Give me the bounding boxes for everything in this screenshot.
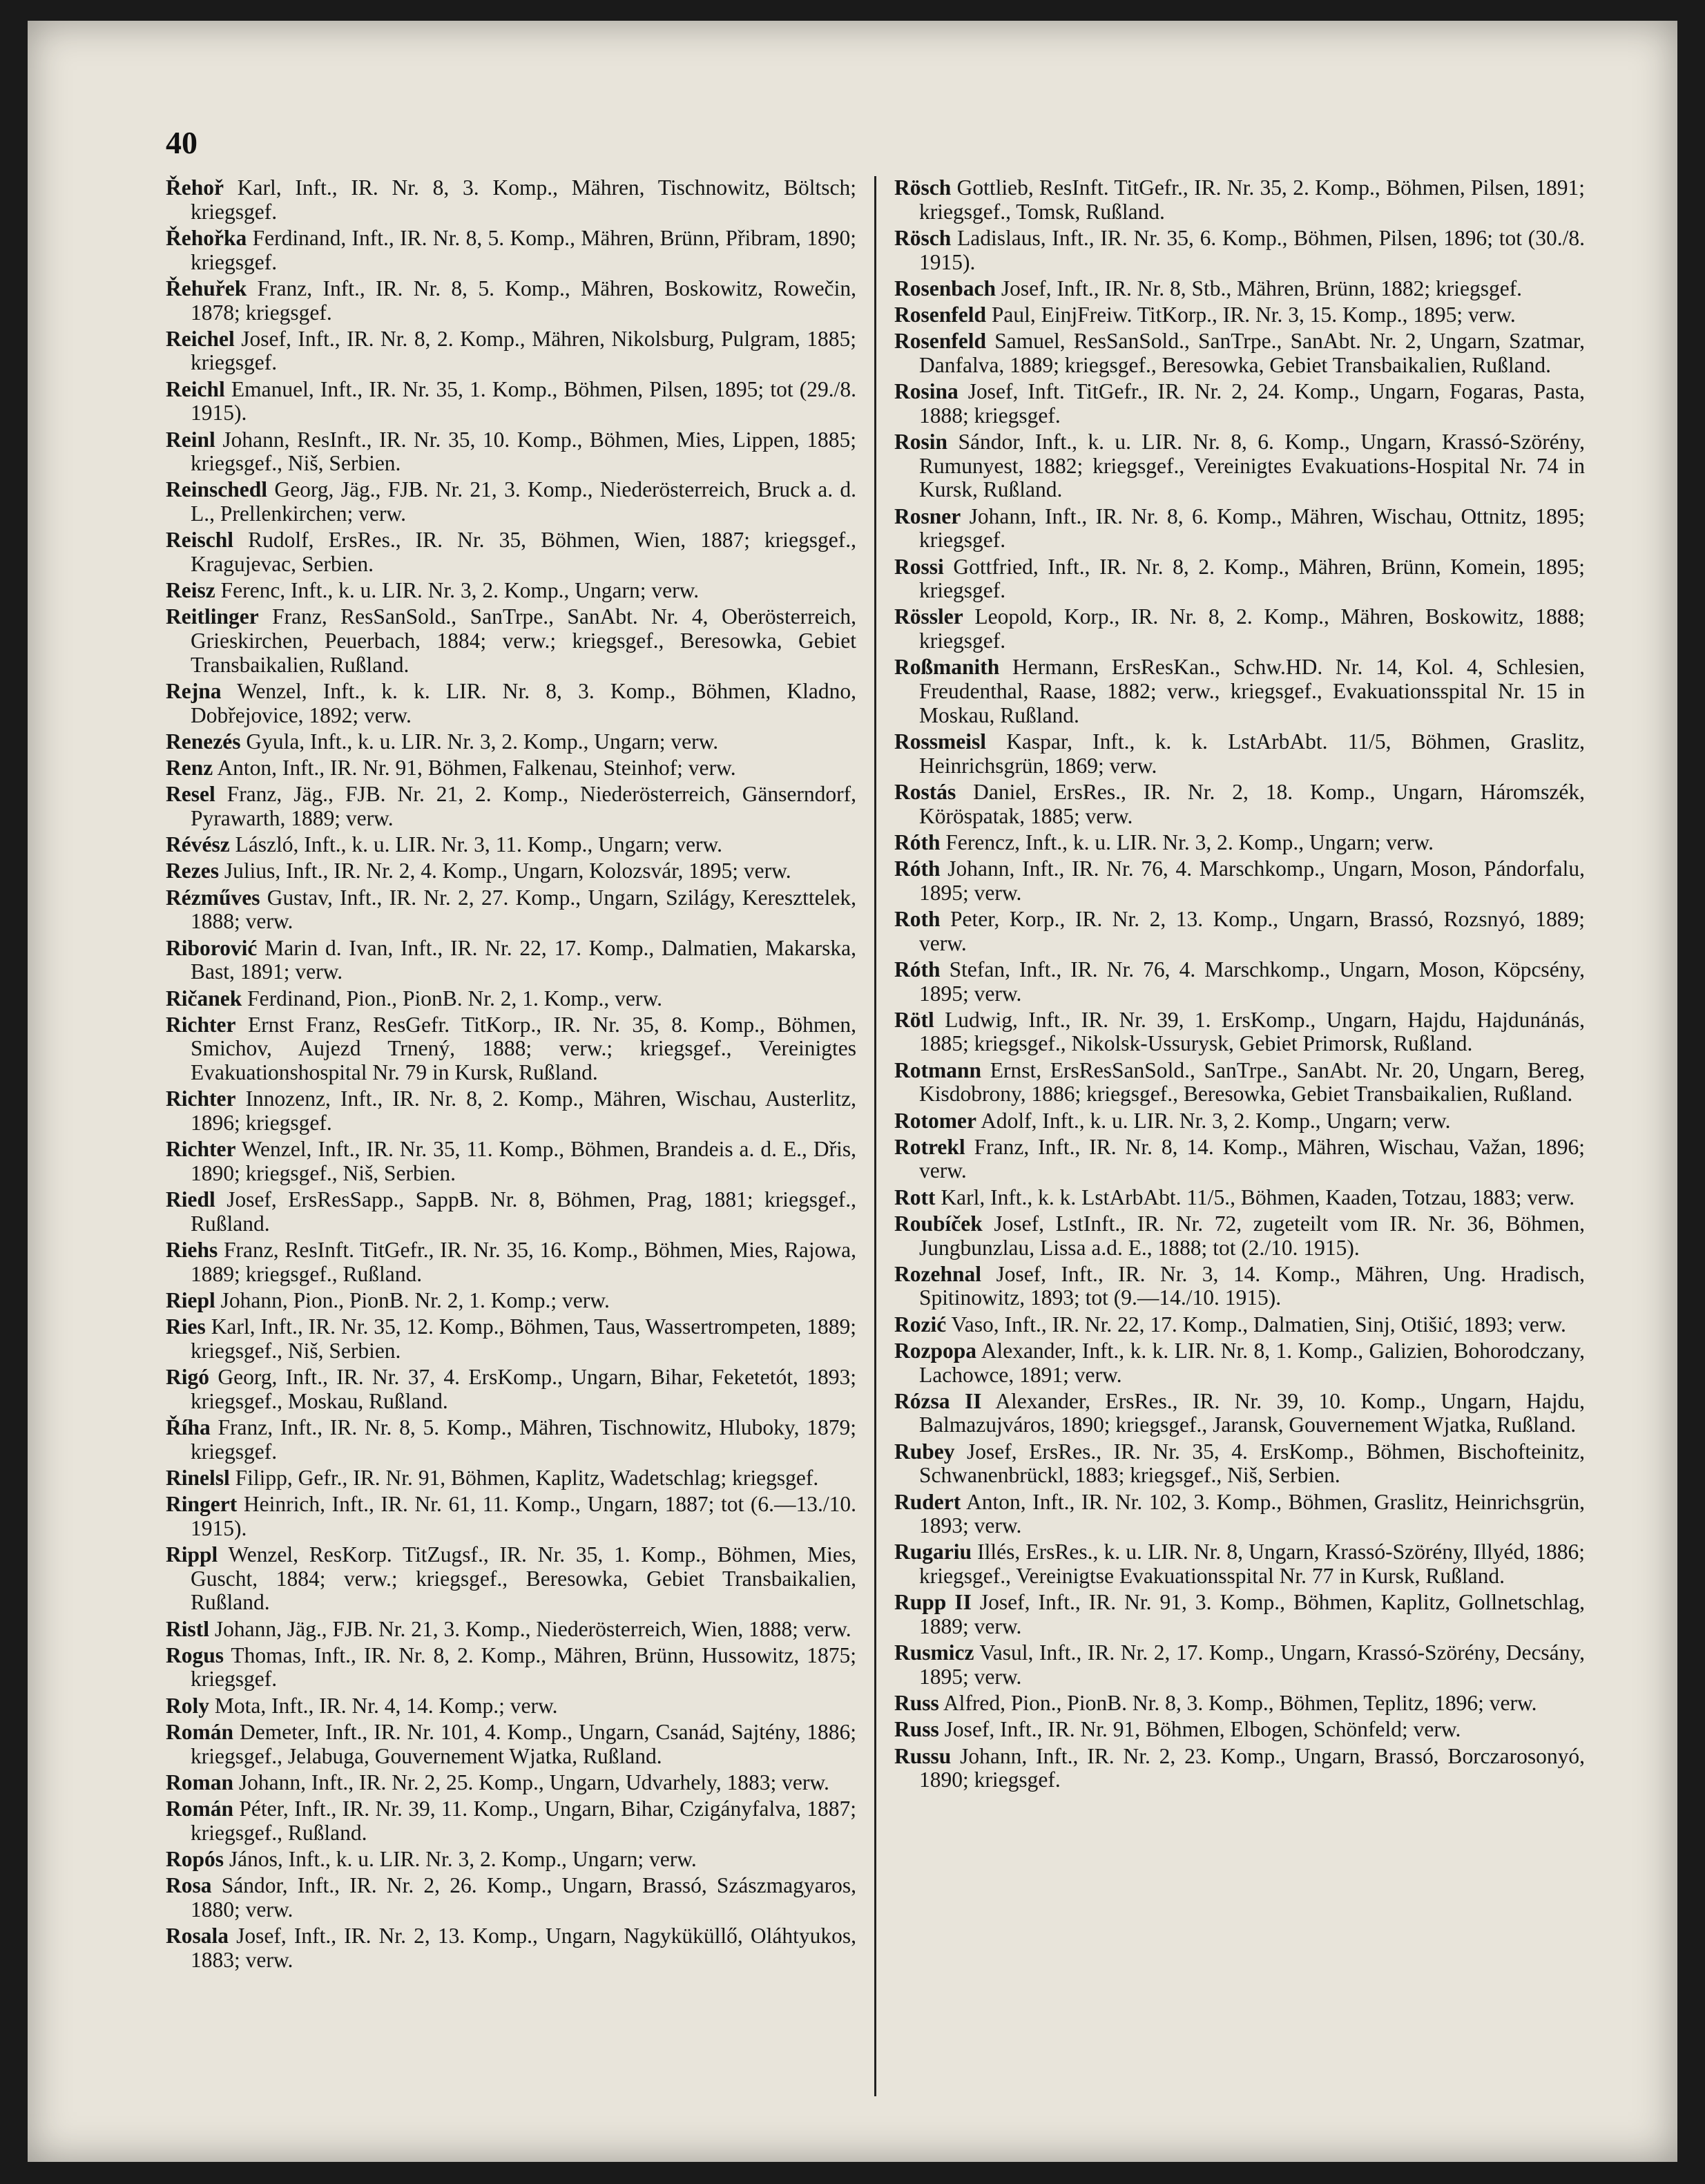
document-page bbox=[28, 21, 1677, 2162]
list-entry bbox=[166, 579, 856, 603]
entry-surname: Russu bbox=[894, 1743, 952, 1768]
list-entry bbox=[166, 327, 856, 375]
entry-surname: Rosenfeld bbox=[894, 329, 986, 354]
entry-details: Illés, ErsRes., k. u. LIR. Nr. 8, Ungarn, Krassó-Szörény, Illyéd, 1886; kriegsgef., Vereinigtse Evakuationsspital Nr. 77 in Kursk, Rußland. bbox=[919, 1540, 1585, 1589]
entry-details: Ernst, ErsResSanSold., SanTrpe., SanAbt. Nr. 20, Ungarn, Bereg, Kisdobrony, 1886; kriegsgef., Beresowka, Gebiet Transbaikalien, Rußland. bbox=[919, 1057, 1585, 1107]
list-entry bbox=[894, 730, 1585, 778]
list-entry bbox=[166, 1797, 856, 1845]
list-entry bbox=[166, 528, 856, 576]
list-entry bbox=[894, 857, 1585, 905]
entry-details: Peter, Korp., IR. Nr. 2, 13. Komp., Ungarn, Brassó, Rozsnyó, 1889; verw. bbox=[919, 906, 1586, 955]
list-entry bbox=[166, 987, 856, 1011]
entry-surname: Roßmanith bbox=[894, 655, 1000, 680]
entry-surname: Reischl bbox=[166, 528, 233, 553]
list-entry bbox=[166, 1543, 856, 1615]
entry-surname: Renz bbox=[166, 756, 213, 780]
list-entry bbox=[894, 1313, 1585, 1337]
entry-surname: Richter bbox=[166, 1137, 236, 1162]
list-entry bbox=[166, 1138, 856, 1185]
entry-details: Alfred, Pion., PionB. Nr. 8, 3. Komp., Böhmen, Teplitz, 1896; verw. bbox=[943, 1691, 1537, 1716]
list-entry bbox=[894, 1692, 1585, 1716]
entry-surname: Ropós bbox=[166, 1846, 224, 1871]
entry-surname: Rösch bbox=[894, 175, 952, 200]
entry-details: Johann, Inft., IR. Nr. 2, 23. Komp., Ungarn, Brassó, Borczarosonyó, 1890; kriegsgef. bbox=[919, 1743, 1585, 1792]
entry-details: Samuel, ResSanSold., SanTrpe., SanAbt. Nr. 2, Ungarn, Szatmar, Danfalva, 1889; kriegsgef., Beresowka, Gebiet Transbaikalien, Rußland. bbox=[919, 329, 1585, 377]
list-entry bbox=[166, 1315, 856, 1363]
list-entry bbox=[166, 1289, 856, 1313]
list-entry bbox=[894, 1540, 1585, 1588]
list-entry bbox=[894, 1641, 1585, 1689]
entry-surname: Ričanek bbox=[166, 986, 242, 1010]
entry-surname: Říha bbox=[166, 1415, 211, 1439]
list-entry bbox=[166, 1848, 856, 1872]
entry-details: Filipp, Gefr., IR. Nr. 91, Böhmen, Kaplitz, Wadetschlag; kriegsgef. bbox=[235, 1465, 819, 1490]
entry-surname: Rossi bbox=[894, 554, 944, 579]
list-entry bbox=[166, 756, 856, 780]
entry-details: Johann, ResInft., IR. Nr. 35, 10. Komp., Böhmen, Mies, Lippen, 1885; kriegsgef., Niš, Serbien. bbox=[191, 427, 856, 476]
entry-details: Sándor, Inft., k. u. LIR. Nr. 8, 6. Komp., Ungarn, Krassó-Szörény, Rumunyest, 1882; kriegsgef., Vereinigtes Evakuations-Hospital Nr. 74 in Kursk, Rußland. bbox=[919, 430, 1586, 502]
entry-surname: Ristl bbox=[166, 1616, 209, 1641]
entry-details: Ferdinand, Inft., IR. Nr. 8, 5. Komp., Mähren, Brünn, Přibram, 1890; kriegsgef. bbox=[191, 225, 857, 274]
list-entry bbox=[166, 1874, 856, 1922]
entry-details: Wenzel, Inft., IR. Nr. 35, 11. Komp., Böhmen, Brandeis a. d. E., Dřis, 1890; kriegsgef., Niš, Serbien. bbox=[191, 1137, 857, 1185]
list-entry bbox=[166, 1366, 856, 1413]
list-entry bbox=[166, 1238, 856, 1286]
entry-details: Emanuel, Inft., IR. Nr. 35, 1. Komp., Böhmen, Pilsen, 1895; tot (29./8. 1915). bbox=[191, 376, 856, 425]
entry-surname: Renezés bbox=[166, 729, 241, 754]
entry-surname: Řehořka bbox=[166, 225, 247, 250]
entry-details: Kaspar, Inft., k. k. LstArbAbt. 11/5, Böhmen, Graslitz, Heinrichsgrün, 1869; verw. bbox=[919, 729, 1586, 778]
list-entry bbox=[166, 428, 856, 476]
entry-surname: Richter bbox=[166, 1086, 236, 1111]
entry-details: Vasul, Inft., IR. Nr. 2, 17. Komp., Ungarn, Krassó-Szörény, Decsány, 1895; verw. bbox=[919, 1640, 1585, 1689]
list-entry bbox=[894, 655, 1585, 727]
entry-surname: Rotmann bbox=[894, 1057, 982, 1082]
list-entry bbox=[894, 1591, 1585, 1638]
entry-details: Adolf, Inft., k. u. LIR. Nr. 3, 2. Komp., Ungarn; verw. bbox=[981, 1108, 1451, 1133]
list-entry bbox=[894, 555, 1585, 603]
list-entry bbox=[166, 605, 856, 677]
entry-details: Gustav, Inft., IR. Nr. 2, 27. Komp., Ungarn, Szilágy, Kereszttelek, 1888; verw. bbox=[191, 885, 857, 934]
entry-details: Hermann, ErsResKan., Schw.HD. Nr. 14, Kol. 4, Schlesien, Freudenthal, Raase, 1882; verw., kriegsgef., Evakuationsspital Nr. 15 in Moskau, Rußland. bbox=[919, 655, 1585, 727]
entry-surname: Rosenbach bbox=[894, 276, 996, 300]
list-entry bbox=[166, 1493, 856, 1540]
list-entry bbox=[166, 1618, 856, 1642]
list-entry bbox=[894, 1491, 1585, 1538]
list-entry bbox=[166, 1466, 856, 1491]
entry-details: Franz, ResInft. TitGefr., IR. Nr. 35, 16. Komp., Böhmen, Mies, Rajowa, 1889; kriegsgef., Rußland. bbox=[191, 1238, 856, 1286]
entry-details: Ferenc, Inft., k. u. LIR. Nr. 3, 2. Komp., Ungarn; verw. bbox=[220, 578, 700, 603]
entry-details: Franz, Inft., IR. Nr. 8, 5. Komp., Mähren, Boskowitz, Rowečin, 1878; kriegsgef. bbox=[191, 276, 856, 325]
entry-details: Josef, Inft., IR. Nr. 2, 13. Komp., Ungarn, Nagyküküllő, Oláhtyukos, 1883; verw. bbox=[191, 1924, 856, 1972]
entry-details: Georg, Jäg., FJB. Nr. 21, 3. Komp., Niederösterreich, Bruck a. d. L., Prellenkirchen; verw. bbox=[191, 477, 857, 526]
list-entry bbox=[166, 378, 856, 425]
entry-surname: Řehoř bbox=[166, 175, 224, 200]
entry-surname: Révész bbox=[166, 832, 230, 857]
entry-surname: Rösch bbox=[894, 225, 952, 250]
entry-details: Anton, Inft., IR. Nr. 102, 3. Komp., Böhmen, Graslitz, Heinrichsgrün, 1893; verw. bbox=[919, 1489, 1585, 1538]
entry-surname: Ries bbox=[166, 1314, 206, 1339]
list-entry bbox=[894, 1186, 1585, 1210]
list-entry bbox=[894, 831, 1585, 855]
entry-details: Anton, Inft., IR. Nr. 91, Böhmen, Falkenau, Steinhof; verw. bbox=[217, 756, 736, 780]
entry-details: Josef, ErsRes., IR. Nr. 35, 4. ErsKomp., Böhmen, Bischofteinitz, Schwanenbrückl, 1883; kriegsgef., Niš, Serbien. bbox=[919, 1439, 1586, 1488]
entry-surname: Russ bbox=[894, 1691, 939, 1716]
entry-surname: Róth bbox=[894, 957, 941, 981]
entry-details: Franz, ResSanSold., SanTrpe., SanAbt. Nr. 4, Oberösterreich, Grieskirchen, Peuerbach, 1884; verw.; kriegsgef., Beresowka, Gebiet Transbaikalien, Rußland. bbox=[191, 604, 856, 677]
entry-surname: Riehs bbox=[166, 1238, 218, 1263]
entry-details: Gottfried, Inft., IR. Nr. 8, 2. Komp., Mähren, Brünn, Komein, 1895; kriegsgef. bbox=[919, 554, 1586, 603]
entry-details: Franz, Inft., IR. Nr. 8, 5. Komp., Mähren, Tischnowitz, Hluboky, 1879; kriegsgef. bbox=[191, 1415, 856, 1464]
list-entry bbox=[894, 958, 1585, 1006]
entry-surname: Roubíček bbox=[894, 1211, 983, 1236]
entry-surname: Rubey bbox=[894, 1439, 955, 1464]
entry-details: Ladislaus, Inft., IR. Nr. 35, 6. Komp., Böhmen, Pilsen, 1896; tot (30./8. 1915). bbox=[919, 225, 1585, 274]
entry-surname: Rozehnal bbox=[894, 1261, 981, 1286]
list-entry bbox=[166, 478, 856, 526]
entry-surname: Riedl bbox=[166, 1187, 215, 1212]
entry-surname: Rotomer bbox=[894, 1108, 976, 1133]
entry-surname: Richter bbox=[166, 1012, 236, 1037]
entry-details: János, Inft., k. u. LIR. Nr. 3, 2. Komp., Ungarn; verw. bbox=[229, 1846, 697, 1871]
entry-surname: Riborović bbox=[166, 935, 258, 960]
entry-surname: Rostás bbox=[894, 779, 956, 804]
list-entry bbox=[894, 329, 1585, 377]
entry-surname: Róth bbox=[894, 830, 941, 854]
entry-surname: Rigó bbox=[166, 1365, 209, 1390]
entry-details: Josef, ErsResSapp., SappB. Nr. 8, Böhmen, Prag, 1881; kriegsgef., Rußland. bbox=[191, 1187, 856, 1236]
entry-surname: Rosa bbox=[166, 1873, 212, 1898]
entry-details: Vaso, Inft., IR. Nr. 22, 17. Komp., Dalmatien, Sinj, Otišić, 1893; verw. bbox=[951, 1312, 1566, 1337]
entry-surname: Reichel bbox=[166, 326, 235, 351]
entry-details: Mota, Inft., IR. Nr. 4, 14. Komp.; verw. bbox=[214, 1693, 558, 1718]
list-entry bbox=[166, 1188, 856, 1236]
list-entry bbox=[166, 1013, 856, 1085]
list-entry bbox=[894, 303, 1585, 327]
entry-surname: Ringert bbox=[166, 1492, 238, 1517]
list-entry bbox=[894, 780, 1585, 828]
list-entry bbox=[166, 1694, 856, 1718]
entry-surname: Rudert bbox=[894, 1489, 961, 1514]
entry-surname: Rott bbox=[894, 1185, 936, 1209]
entry-surname: Rosala bbox=[166, 1924, 229, 1948]
entry-surname: Rötl bbox=[894, 1007, 934, 1032]
entry-details: Wenzel, ResKorp. TitZugsf., IR. Nr. 35, 1. Komp., Böhmen, Mies, Guscht, 1884; verw.; kriegsgef., Beresowka, Gebiet Transbaikalien, Rußland. bbox=[191, 1542, 856, 1615]
entry-surname: Roth bbox=[894, 906, 941, 931]
entry-details: Sándor, Inft., IR. Nr. 2, 26. Komp., Ungarn, Brassó, Szászmagyaros, 1880; verw. bbox=[191, 1873, 856, 1922]
list-entry bbox=[894, 380, 1585, 428]
list-entry bbox=[166, 1087, 856, 1135]
list-entry bbox=[894, 1390, 1585, 1437]
entry-surname: Róth bbox=[894, 856, 941, 881]
entry-details: László, Inft., k. u. LIR. Nr. 3, 11. Komp., Ungarn; verw. bbox=[235, 832, 722, 857]
entry-surname: Russ bbox=[894, 1717, 939, 1742]
entry-surname: Rippl bbox=[166, 1542, 218, 1567]
entry-surname: Román bbox=[166, 1797, 234, 1821]
list-entry bbox=[166, 783, 856, 830]
entry-details: Paul, EinjFreiw. TitKorp., IR. Nr. 3, 15. Komp., 1895; verw. bbox=[991, 303, 1516, 327]
list-entry bbox=[894, 430, 1585, 502]
list-entry bbox=[894, 1718, 1585, 1742]
list-entry bbox=[166, 1771, 856, 1795]
list-entry bbox=[894, 908, 1585, 955]
list-entry bbox=[166, 730, 856, 754]
entry-details: Georg, Inft., IR. Nr. 37, 4. ErsKomp., Ungarn, Bihar, Feketetót, 1893; kriegsgef., Moskau, Rußland. bbox=[191, 1365, 857, 1413]
entry-details: Gyula, Inft., k. u. LIR. Nr. 3, 2. Komp., Ungarn; verw. bbox=[246, 729, 719, 754]
entry-surname: Reisz bbox=[166, 578, 215, 603]
list-entry bbox=[894, 1440, 1585, 1488]
list-entry bbox=[166, 1644, 856, 1692]
entry-details: Johann, Jäg., FJB. Nr. 21, 3. Komp., Niederösterreich, Wien, 1888; verw. bbox=[214, 1616, 851, 1641]
entry-surname: Rinelsl bbox=[166, 1465, 230, 1490]
entry-details: Gottlieb, ResInft. TitGefr., IR. Nr. 35, 2. Komp., Böhmen, Pilsen, 1891; kriegsgef., Tomsk, Rußland. bbox=[919, 175, 1586, 224]
entry-surname: Rossmeisl bbox=[894, 729, 986, 754]
entry-surname: Rozić bbox=[894, 1312, 947, 1337]
entry-surname: Rotrekl bbox=[894, 1134, 965, 1159]
entry-surname: Rugariu bbox=[894, 1540, 972, 1564]
entry-surname: Román bbox=[166, 1719, 234, 1744]
list-entry bbox=[894, 1109, 1585, 1133]
entry-details: Julius, Inft., IR. Nr. 2, 4. Komp., Ungarn, Kolozsvár, 1895; verw. bbox=[224, 859, 791, 883]
entry-surname: Rejna bbox=[166, 679, 222, 704]
list-entry bbox=[894, 227, 1585, 274]
entry-details: Rudolf, ErsRes., IR. Nr. 35, Böhmen, Wien, 1887; kriegsgef., Kragujevac, Serbien. bbox=[191, 528, 857, 577]
list-entry bbox=[894, 1339, 1585, 1387]
list-entry bbox=[894, 277, 1585, 301]
column-divider bbox=[874, 176, 876, 2096]
entry-surname: Rózsa II bbox=[894, 1388, 982, 1413]
left-column bbox=[166, 176, 856, 1975]
entry-details: Josef, LstInft., IR. Nr. 72, zugeteilt vom IR. Nr. 36, Böhmen, Jungbunzlau, Lissa a.d. E., 1888; tot (2./10. 1915). bbox=[919, 1211, 1586, 1260]
list-entry bbox=[166, 1924, 856, 1972]
list-entry bbox=[166, 680, 856, 727]
page-number: 40 bbox=[166, 125, 198, 160]
list-entry bbox=[894, 1136, 1585, 1183]
entry-details: Josef, Inft., IR. Nr. 8, 2. Komp., Mähren, Nikolsburg, Pulgram, 1885; kriegsgef. bbox=[191, 326, 856, 375]
list-entry bbox=[166, 833, 856, 857]
entry-details: Johann, Inft., IR. Nr. 76, 4. Marschkomp., Ungarn, Moson, Pándorfalu, 1895; verw. bbox=[919, 856, 1586, 905]
list-entry bbox=[894, 1263, 1585, 1310]
list-entry bbox=[166, 859, 856, 883]
entry-details: Demeter, Inft., IR. Nr. 101, 4. Komp., Ungarn, Csanád, Sajtény, 1886; kriegsgef., Jelabuga, Gouvernement Wjatka, Rußland. bbox=[191, 1719, 857, 1768]
right-column bbox=[894, 176, 1585, 1795]
entry-details: Ferencz, Inft., k. u. LIR. Nr. 3, 2. Komp., Ungarn; verw. bbox=[945, 830, 1434, 854]
list-entry bbox=[166, 277, 856, 325]
entry-details: Ferdinand, Pion., PionB. Nr. 2, 1. Komp., verw. bbox=[247, 986, 662, 1010]
entry-details: Stefan, Inft., IR. Nr. 76, 4. Marschkomp., Ungarn, Moson, Köpcsény, 1895; verw. bbox=[919, 957, 1586, 1006]
entry-details: Josef, Inft., IR. Nr. 3, 14. Komp., Mähren, Ung. Hradisch, Spitinowitz, 1893; tot (9.—14./10. 1915). bbox=[919, 1261, 1585, 1310]
entry-surname: Roly bbox=[166, 1693, 209, 1718]
entry-details: Heinrich, Inft., IR. Nr. 61, 11. Komp., Ungarn, 1887; tot (6.—13./10. 1915). bbox=[191, 1492, 857, 1540]
entry-details: Franz, Inft., IR. Nr. 8, 14. Komp., Mähren, Wischau, Važan, 1896; verw. bbox=[919, 1134, 1586, 1183]
list-entry bbox=[166, 937, 856, 984]
entry-surname: Rezes bbox=[166, 859, 219, 883]
entry-surname: Rosin bbox=[894, 430, 948, 454]
entry-surname: Rössler bbox=[894, 604, 963, 629]
entry-surname: Reinschedl bbox=[166, 477, 268, 502]
entry-details: Johann, Inft., IR. Nr. 2, 25. Komp., Ungarn, Udvarhely, 1883; verw. bbox=[238, 1770, 829, 1794]
entry-surname: Rézműves bbox=[166, 885, 260, 910]
entry-details: Alexander, ErsRes., IR. Nr. 39, 10. Komp., Ungarn, Hajdu, Balmazujváros, 1890; kriegsgef., Jaransk, Gouvernement Wjatka, Rußland. bbox=[919, 1388, 1585, 1437]
list-entry bbox=[894, 505, 1585, 553]
entry-details: Karl, Inft., IR. Nr. 8, 3. Komp., Mähren, Tischnowitz, Böltsch; kriegsgef. bbox=[191, 175, 857, 224]
entry-details: Franz, Jäg., FJB. Nr. 21, 2. Komp., Niederösterreich, Gänserndorf, Pyrawarth, 1889; verw. bbox=[191, 782, 857, 831]
entry-details: Josef, Inft. TitGefr., IR. Nr. 2, 24. Komp., Ungarn, Fogaras, Pasta, 1888; kriegsgef. bbox=[919, 379, 1586, 428]
entry-surname: Resel bbox=[166, 782, 215, 807]
entry-details: Ernst Franz, ResGefr. TitKorp., IR. Nr. 35, 8. Komp., Böhmen, Smichov, Aujezd Trnený, 1888; verw.; kriegsgef., Vereinigtes Evakuationshospital Nr. 79 in Kursk, Rußland. bbox=[191, 1012, 857, 1085]
entry-surname: Rupp II bbox=[894, 1590, 972, 1615]
list-entry bbox=[894, 1008, 1585, 1056]
entry-surname: Rusmicz bbox=[894, 1640, 974, 1665]
entry-surname: Reinl bbox=[166, 427, 215, 452]
entry-surname: Riepl bbox=[166, 1287, 215, 1312]
entry-surname: Rosina bbox=[894, 379, 959, 404]
entry-surname: Reichl bbox=[166, 376, 225, 401]
entry-details: Thomas, Inft., IR. Nr. 8, 2. Komp., Mähren, Brünn, Hussowitz, 1875; kriegsgef. bbox=[191, 1642, 856, 1692]
entry-surname: Reitlinger bbox=[166, 604, 259, 629]
list-entry bbox=[894, 1059, 1585, 1107]
entry-details: Josef, Inft., IR. Nr. 91, 3. Komp., Böhmen, Kaplitz, Gollnetschlag, 1889; verw. bbox=[919, 1590, 1586, 1639]
entry-details: Daniel, ErsRes., IR. Nr. 2, 18. Komp., Ungarn, Háromszék, Köröspatak, 1885; verw. bbox=[919, 779, 1585, 828]
entry-details: Johann, Inft., IR. Nr. 8, 6. Komp., Mähren, Wischau, Ottnitz, 1895; kriegsgef. bbox=[919, 504, 1586, 553]
list-entry bbox=[166, 227, 856, 274]
entry-details: Marin d. Ivan, Inft., IR. Nr. 22, 17. Komp., Dalmatien, Makarska, Bast, 1891; verw. bbox=[191, 935, 856, 984]
entry-details: Péter, Inft., IR. Nr. 39, 11. Komp., Ungarn, Bihar, Czigányfalva, 1887; kriegsgef., Rußland. bbox=[191, 1797, 856, 1845]
entry-details: Wenzel, Inft., k. k. LIR. Nr. 8, 3. Komp., Böhmen, Kladno, Dobřejovice, 1892; verw. bbox=[191, 679, 856, 727]
entry-details: Alexander, Inft., k. k. LIR. Nr. 8, 1. Komp., Galizien, Bohorodczany, Lachowce, 1891; verw. bbox=[919, 1338, 1585, 1387]
entry-details: Karl, Inft., IR. Nr. 35, 12. Komp., Böhmen, Taus, Wassertrompeten, 1889; kriegsgef., Niš, Serbien. bbox=[191, 1314, 856, 1363]
entry-details: Ludwig, Inft., IR. Nr. 39, 1. ErsKomp., Ungarn, Hajdu, Hajdunánás, 1885; kriegsgef., Nikolsk-Ussurysk, Gebiet Primorsk, Rußland. bbox=[919, 1007, 1585, 1056]
entry-details: Innozenz, Inft., IR. Nr. 8, 2. Komp., Mähren, Wischau, Austerlitz, 1896; kriegsgef. bbox=[191, 1086, 856, 1136]
entry-details: Karl, Inft., k. k. LstArbAbt. 11/5., Böhmen, Kaaden, Totzau, 1883; verw. bbox=[941, 1185, 1575, 1209]
list-entry bbox=[894, 1745, 1585, 1792]
list-entry bbox=[894, 176, 1585, 224]
list-entry bbox=[166, 1416, 856, 1464]
entry-surname: Řehuřek bbox=[166, 276, 247, 300]
list-entry bbox=[894, 1212, 1585, 1260]
entry-details: Josef, Inft., IR. Nr. 91, Böhmen, Elbogen, Schönfeld; verw. bbox=[944, 1717, 1461, 1742]
entry-surname: Rosenfeld bbox=[894, 303, 986, 327]
entry-details: Josef, Inft., IR. Nr. 8, Stb., Mähren, Brünn, 1882; kriegsgef. bbox=[1001, 276, 1523, 300]
entry-surname: Roman bbox=[166, 1770, 234, 1794]
list-entry bbox=[166, 1721, 856, 1768]
entry-details: Johann, Pion., PionB. Nr. 2, 1. Komp.; verw. bbox=[220, 1287, 610, 1312]
list-entry bbox=[166, 886, 856, 934]
list-entry bbox=[894, 605, 1585, 653]
entry-surname: Rosner bbox=[894, 504, 961, 528]
entry-surname: Rogus bbox=[166, 1642, 224, 1667]
entry-surname: Rozpopa bbox=[894, 1338, 977, 1363]
entry-details: Leopold, Korp., IR. Nr. 8, 2. Komp., Mähren, Boskowitz, 1888; kriegsgef. bbox=[919, 604, 1585, 653]
list-entry bbox=[166, 176, 856, 224]
